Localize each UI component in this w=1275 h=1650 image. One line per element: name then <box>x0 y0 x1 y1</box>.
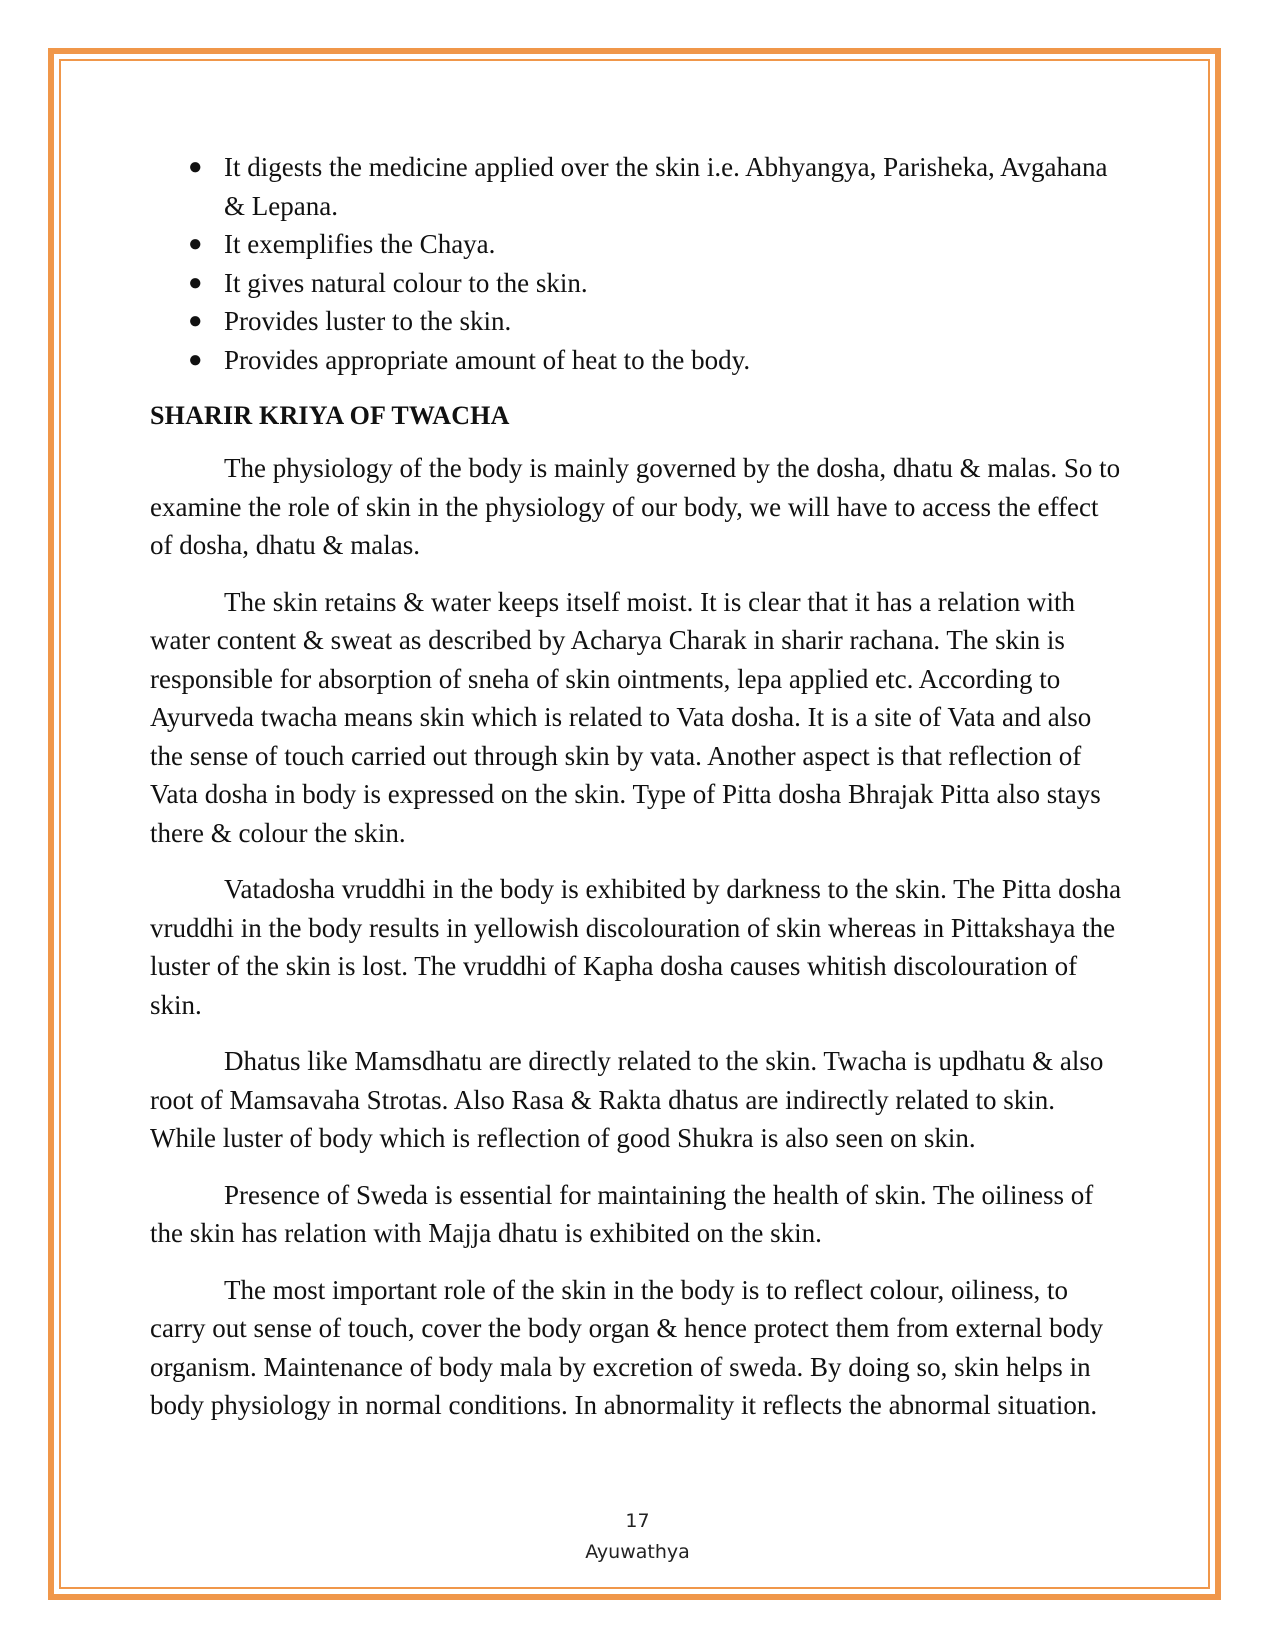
paragraph: The most important role of the skin in the body is to reflect colour, oiliness, to carry out sense of touch, cover the body organ & hence protect them from external body organism. Maintenance of body mala by excretion of sweda. By doing so, skin helps in body physiology in normal conditions. In abnormality it reflects the abnormal situation. <box>150 1274 1104 1420</box>
list-item-text: Provides appropriate amount of heat to the body. <box>224 344 751 375</box>
list-item <box>150 302 1125 341</box>
list-item-text: Provides luster to the skin. <box>224 306 512 336</box>
list-item <box>150 225 1125 264</box>
bullet-icon: ● <box>188 269 203 296</box>
list-item <box>150 264 1125 303</box>
list-item-text: It gives natural colour to the skin. <box>224 267 588 298</box>
bullet-icon: ● <box>188 154 203 180</box>
paragraph: The skin retains & water keeps itself moist. It is clear that it has a relation with water content & sweat as described by Acharya Charak in sharir rachana. The skin is responsible for absorption of sneha of skin ointments, lepa applied etc. According to Ayurveda twacha means skin which is related to Vata dosha. It is a site of Vata and also the sense of touch carried out through skin by vata. Another aspect is that reflection of Vata dosha in body is expressed on the skin. Type of Pitta dosha Bhrajak Pitta also stays there & colour the skin. <box>150 586 1101 848</box>
section-heading: SHARIR KRIYA OF TWACHA <box>150 401 510 430</box>
list-item <box>150 341 1125 380</box>
page-number: 17 <box>625 1510 650 1532</box>
paragraph: Vatadosha vruddhi in the body is exhibited by darkness to the skin. The Pitta dosha vruddhi in the body results in yellowish discolouration of skin whereas in Pittakshaya the luster of the skin is lost. The vruddhi of Kapha dosha causes whitish discolouration of skin. <box>150 874 1122 1020</box>
list-item <box>150 148 1125 225</box>
footer-title: Ayuwathya <box>585 1541 690 1563</box>
paragraph: Presence of Sweda is essential for maintaining the health of skin. The oiliness of the skin has relation with Majja dhatu is exhibited on the skin. <box>150 1179 1094 1248</box>
paragraph: Dhatus like Mamsdhatu are directly related to the skin. Twacha is updhatu & also root of Mamsavaha Strotas. Also Rasa & Rakta dhatus are indirectly related to skin. While luster of body which is reflection of good Shukra is also seen on skin. <box>150 1046 1104 1153</box>
page-content <box>150 148 1125 1443</box>
bullet-icon: ● <box>188 231 203 257</box>
bullet-icon: ● <box>188 346 203 373</box>
list-item-text: It digests the medicine applied over the skin i.e. Abhyangya, Parisheka, Avgahana & Lepana. <box>224 152 1108 221</box>
paragraph: The physiology of the body is mainly governed by the dosha, dhatu & malas. So to examine the role of skin in the physiology of our body, we will have to access the effect of dosha, dhatu & malas. <box>150 453 1121 560</box>
list-item-text: It exemplifies the Chaya. <box>224 229 496 259</box>
bullet-list <box>150 148 1125 379</box>
bullet-icon: ● <box>188 308 203 334</box>
